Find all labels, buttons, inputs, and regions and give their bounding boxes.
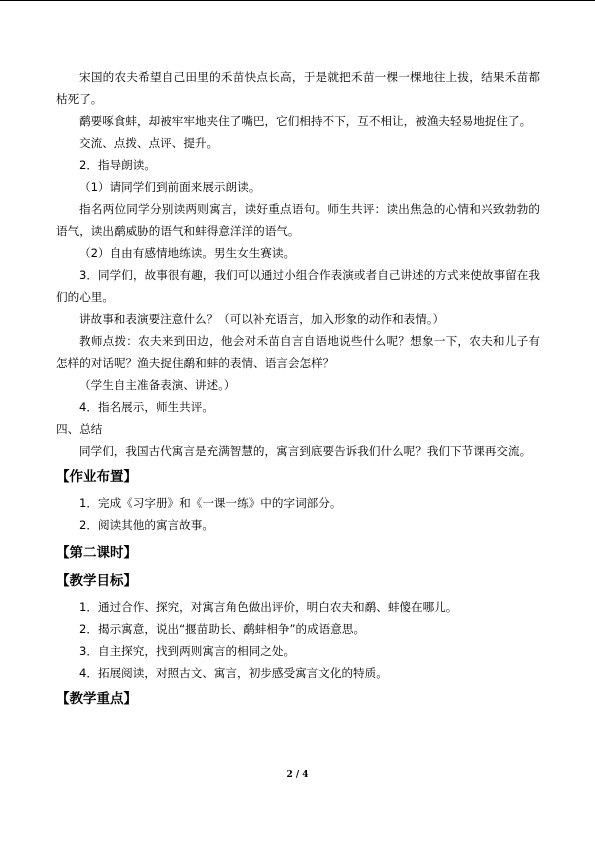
paragraph-12: 4．指名展示，师生共评。 [79, 400, 214, 414]
homework-heading: 【作业布置】 [56, 469, 137, 485]
goal-item-3: 3．自主探究，找到两则寓言的相同之处。 [79, 644, 296, 658]
paragraph-1: 宋国的农夫希望自己田里的禾苗快点长高，于是就把禾苗一棵一棵地往上拔，结果禾苗都枯死了。 [56, 70, 540, 106]
goal-item-1: 1．通过合作、探究，对寓言角色做出评价，明白农夫和鹬、蚌傻在哪儿。 [79, 600, 458, 614]
paragraph-9: 讲故事和表演要注意什么？（可以补充语言，加入形象的动作和表情。） [79, 312, 445, 326]
paragraph-4: 2．指导朗读。 [79, 158, 156, 172]
paragraph-5: （1）请同学们到前面来展示朗读。 [79, 180, 261, 194]
homework-item-2: 2．阅读其他的寓言故事。 [79, 518, 214, 532]
document-body [56, 66, 540, 714]
paragraph-11: （学生自主准备表演、讲述。） [79, 378, 236, 392]
page-number: 2 / 4 [286, 770, 309, 780]
paragraph-3: 交流、点拨、点评、提升。 [79, 136, 219, 150]
lesson2-heading: 【第二课时】 [56, 545, 137, 561]
homework-item-1: 1．完成《习字册》和《一课一练》中的字词部分。 [79, 496, 342, 510]
paragraph-2: 鹬要啄食蚌，却被牢牢地夹住了嘴巴，它们相持不下，互不相让，被渔夫轻易地捉住了。 [79, 114, 532, 128]
paragraph-6: 指名两位同学分别读两则寓言，读好重点语句。师生共评：读出焦急的心情和兴致勃勃的语气，读出鹬威胁的语气和蚌得意洋洋的语气。 [56, 202, 540, 238]
paragraph-7: （2）自由有感情地练读。男生女生赛读。 [79, 246, 296, 260]
paragraph-10: 教师点拨：农夫来到田边，他会对禾苗自言自语地说些什么呢？想象一下，农夫和儿子有怎样的对话呢？渔夫捉住鹬和蚌的表情、语言会怎样？ [56, 334, 540, 370]
paragraph-8: 3．同学们，故事很有趣，我们可以通过小组合作表演或者自己讲述的方式来使故事留在我们的心里。 [56, 268, 540, 304]
page-top-rule [0, 0, 595, 1]
goal-item-2: 2．揭示寓意，说出“揠苗助长、鹬蚌相争”的成语意思。 [79, 622, 366, 636]
paragraph-summary: 同学们，我国古代寓言是充满智慧的，寓言到底要告诉我们什么呢？我们下节课再交流。 [79, 444, 532, 458]
keypoints-heading: 【教学重点】 [56, 691, 137, 707]
section-summary-heading: 四、总结 [56, 422, 103, 436]
goal-item-4: 4．拓展阅读，对照古文、寓言，初步感受寓言文化的特质。 [79, 666, 388, 680]
goals-heading: 【教学目标】 [56, 573, 137, 589]
